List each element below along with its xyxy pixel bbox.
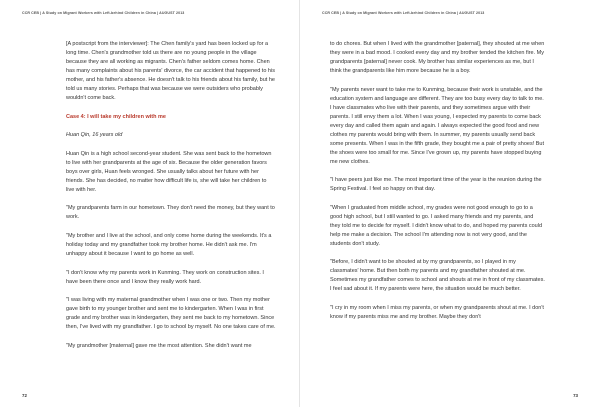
running-head: CCR CEB | A Study on Migrant Workers with Left-behind Children in China | AUGUST 2013 [322,11,485,15]
page-number: 73 [573,393,578,398]
page-number: 72 [22,393,27,398]
page-content [66,40,276,351]
paragraph: to do chores. But when I lived with the grandmother [paternal], they shouted at me when they were in a bad mood. I cooked every day and my brother tended the kitchen fire. My grandparents [paternal] never cook. My brother has similar experiences as me, but I think the grandparents like him more because he is a boy. [330,41,545,74]
paragraph: "My grandparents farm in our hometown. They don't need the money, but they want to work. [66,205,275,221]
paragraph: "I cry in my room when I miss my parents, or when my grandparents shout at me. I don't know if my parents miss me and my brother. Maybe they don't [330,304,544,320]
paragraph: "My parents never want to take me to Kunming, because their work is unstable, and the education system and language are different. They are too busy every day to talk to me. I have classmates who live with their parents, and they sometimes argue with their parents. I still envy them a lot. When I was young, I expected my parents to come back every day and called them again and again. I always expected the good food and new clothes my parents would bring with them. In summer, my parents usually send back some presents. When I was in the fifth grade, they bought me a pair of pretty shoes! But the shoes were too small for me. Since I've grown up, my parents have stopped buying me new clothes. [330,86,545,165]
case-subheading: Huan Qin, 16 years old [66,132,123,139]
running-head: CCR CEB | A Study on Migrant Workers with Left-behind Children in China | AUGUST 2013 [22,11,185,15]
paragraph: "When I graduated from middle school, my grades were not good enough to go to a good high school, but I still wanted to go. I asked many friends and my parents, and they told me to decide for myself. I didn't know what to do, and hoped my parents could help me make a decision. The school I'm attending now is not very good, and the students don't study. [330,204,543,247]
paragraph: "My grandmother [maternal] gave me the most attention. She didn't want me [66,342,252,349]
paragraph: "Before, I didn't want to be shouted at by my grandparents, so I played in my classmates' home. But then both my parents and my grandfather shouted at me. Sometimes my grandfather comes to school and shouts at me in front of my classmates. I feel sad about it. If my parents were here, the situation would be much better. [330,259,545,293]
paragraph: [A postscript from the interviewer]: The Chen family's yard has been locked up for a long time. Chen's grandmother told us there are no young people in the village because they are all working as migrants. Chen's father seldom comes home. Chen has many complaints about his parents' divorce, the car accident that happened to his mother, and his father's absence. He doesn't talk to his friends about his family, but he told us many stories. Perhaps that was because we were outsiders who probably wouldn't come back. [66,41,275,101]
paragraph: "I have peers just like me. The most important time of the year is the reunion during the Spring Festival. I feel so happy on that day. [330,177,542,193]
page-content [330,40,545,322]
paragraph: "I was living with my maternal grandmother when I was one or two. Then my mother gave birth to my younger brother and sent me to kindergarten. When I was in first grade and my brother was in kindergarten, they sent me back to my hometown. Since then, I've lived with my grandfather. I go to school by myself. No one takes care of me. [66,297,276,331]
right-page [300,0,600,407]
case-heading: Case 4: I will take my children with me [66,113,166,120]
paragraph: "I don't know why my parents work in Kunming. They work on construction sites. I have been there once and I know they really work hard. [66,269,264,285]
paragraph: Huan Qin is a high school second-year student. She was sent back to the hometown to live with her grandparents at the age of six. Because the older generation favors boys over girls, Huan feels wronged. She usually talks about her future with her friends. She has decided, no matter how difficult life is, she will take her children to live with her. [66,150,272,193]
paragraph: "My brother and I live at the school, and only come home during the weekends. It's a holiday today and my grandfather took my brother home. He didn't ask me. I'm unhappy about it because I want to go home as well. [66,232,272,257]
